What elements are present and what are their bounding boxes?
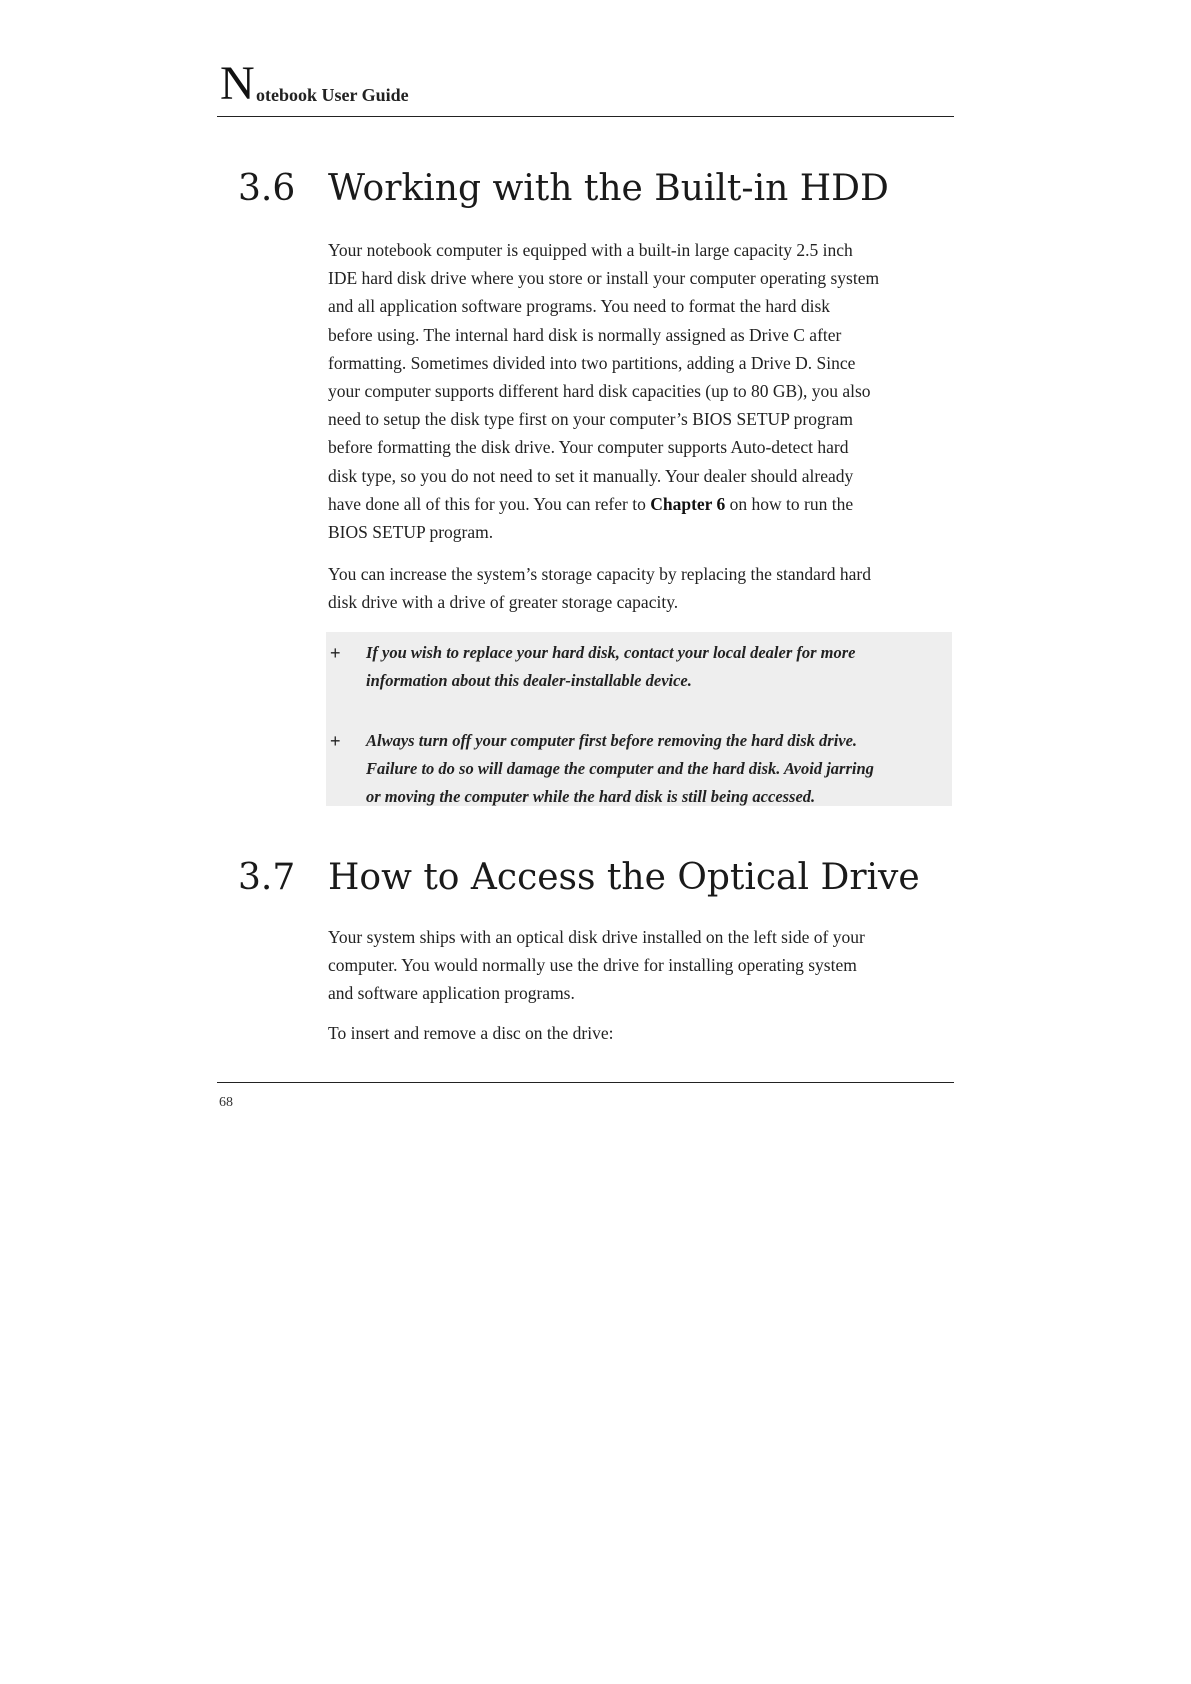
text-line: information about this dealer-installable device. [366,671,692,691]
plus-icon: + [330,643,341,663]
text-line: before formatting the disk drive. Your computer supports Auto-detect hard [328,437,849,458]
text-line: need to setup the disk type first on your computer’s BIOS SETUP program [328,409,853,430]
running-header [217,58,954,117]
section-3-7-number: 3.7 [238,857,296,898]
text-line: before using. The internal hard disk is normally assigned as Drive C after [328,324,842,345]
text-line: formatting. Sometimes divided into two partitions, adding a Drive D. Since [328,352,856,373]
text-line: disk type, so you do not need to set it manually. Your dealer should already [328,465,854,486]
plus-icon: + [330,731,341,751]
section-3-7-title: How to Access the Optical Drive [328,857,920,898]
section-3-6-title: Working with the Built-in HDD [328,168,889,209]
text-line: You can increase the system’s storage capacity by replacing the standard hard [328,564,871,584]
note-text-2 [366,727,946,812]
text-line: Failure to do so will damage the computer and the hard disk. Avoid jarring [366,759,874,779]
text-run: on how to run the [725,493,854,514]
footer-rule [217,1082,954,1083]
text-line: To insert and remove a disc on the drive: [328,1023,614,1043]
text-line: Your system ships with an optical disk drive installed on the left side of your [328,927,865,947]
chapter-reference: Chapter 6 [650,493,726,514]
note-text-1 [366,639,946,695]
text-line: your computer supports different hard disk capacities (up to 80 GB), you also [328,381,871,402]
section-3-6-number: 3.6 [238,168,296,209]
note-box [326,632,952,806]
text-line: Your notebook computer is equipped with a built-in large capacity 2.5 inch [328,240,853,260]
text-line: computer. You would normally use the drive for installing operating system [328,955,857,976]
page-number: 68 [219,1095,233,1110]
section-3-6-paragraph-2 [328,560,954,616]
text-line [328,490,954,518]
text-line: If you wish to replace your hard disk, contact your local dealer for more [366,643,856,662]
text-line: IDE hard disk drive where you store or install your computer operating system [328,268,880,289]
text-run: have done all of this for you. You can refer to [328,493,651,514]
text-line: disk drive with a drive of greater storage capacity. [328,592,679,613]
text-line: or moving the computer while the hard disk is still being accessed. [366,787,816,807]
header-title: otebook User Guide [256,85,409,105]
section-3-7-paragraph-2 [328,1019,954,1047]
text-line: and all application software programs. You need to format the hard disk [328,296,831,317]
header-drop-initial: N [220,57,255,110]
text-line: BIOS SETUP program. [328,522,494,543]
section-3-7-paragraph-1 [328,923,954,1008]
text-line: and software application programs. [328,983,575,1004]
text-line: Always turn off your computer first before removing the hard disk drive. [366,731,858,750]
section-3-6-paragraph-1 [328,236,954,546]
